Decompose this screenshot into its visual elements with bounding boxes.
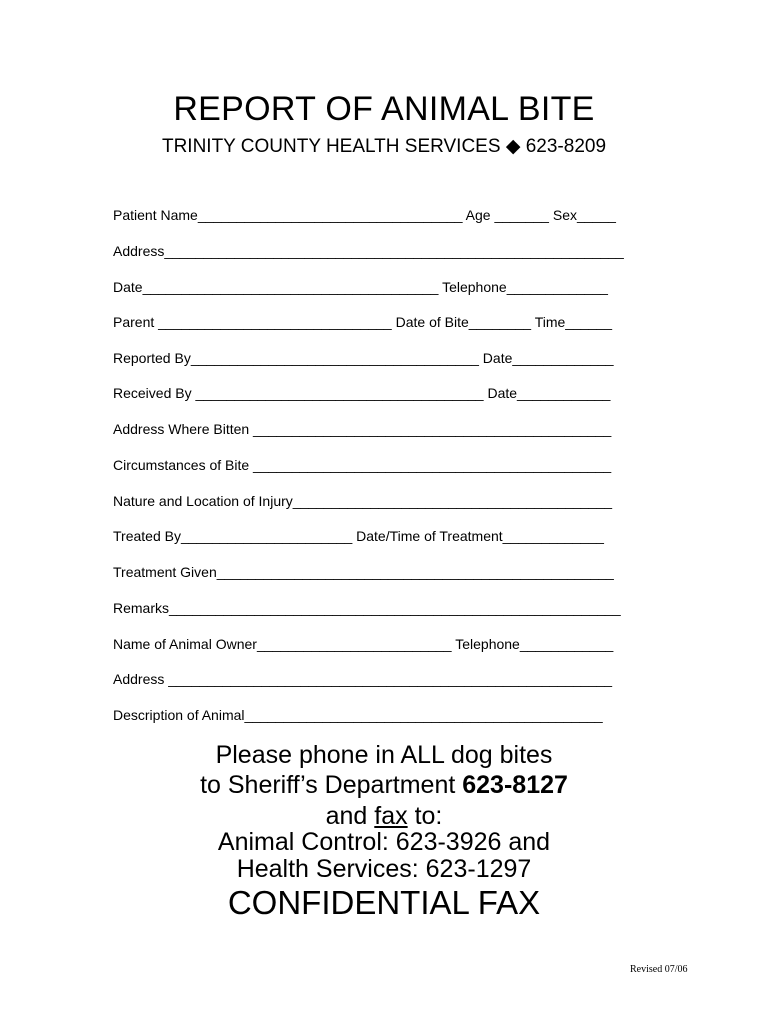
field-remarks[interactable]: Remarks__________________________________________________________: [113, 600, 621, 616]
field-circumstances[interactable]: Circumstances of Bite ______________________________________________: [113, 457, 612, 473]
revision-date: Revised 07/06: [630, 964, 688, 975]
confidential-fax-label: CONFIDENTIAL FAX: [227, 884, 541, 921]
notice-line-3: [0, 802, 768, 831]
diamond-icon: ◆: [505, 136, 521, 157]
field-treated-by[interactable]: Treated By______________________ Date/Time of Treatment_____________: [113, 528, 604, 544]
page-title: REPORT OF ANIMAL BITE: [173, 90, 595, 128]
notice-and: and: [325, 802, 375, 830]
notice-line-4: Animal Control: 623-3926 and: [217, 828, 551, 856]
notice-sheriff-label: to Sheriff’s Department: [200, 771, 463, 799]
sheriff-phone: 623-8127: [462, 771, 568, 799]
notice-to: to:: [407, 802, 443, 830]
field-date[interactable]: Date______________________________________ Telephone_____________: [113, 279, 608, 295]
agency-phone: 623-8209: [525, 136, 607, 157]
field-injury[interactable]: Nature and Location of Injury_________________________________________: [113, 493, 613, 509]
field-owner-address[interactable]: Address _________________________________________________________: [113, 671, 613, 687]
field-patient-name[interactable]: Patient Name__________________________________ Age _______ Sex_____: [113, 207, 616, 223]
field-reported-by[interactable]: Reported By_____________________________________ Date_____________: [113, 350, 614, 366]
field-animal-owner[interactable]: Name of Animal Owner_________________________ Telephone____________: [113, 636, 614, 652]
field-parent[interactable]: Parent ______________________________ Date of Bite________ Time______: [113, 314, 612, 330]
field-received-by[interactable]: Received By _____________________________________ Date____________: [113, 385, 611, 401]
notice-line-1: Please phone in ALL dog bites: [215, 741, 553, 769]
notice-line-2: [0, 771, 768, 800]
field-animal-description[interactable]: Description of Animal______________________________________________: [113, 707, 603, 723]
field-address-where-bitten[interactable]: Address Where Bitten ______________________________________________: [113, 421, 612, 437]
field-treatment-given[interactable]: Treatment Given___________________________________________________: [113, 564, 614, 580]
agency-name: TRINITY COUNTY HEALTH SERVICES: [161, 136, 501, 157]
field-address[interactable]: Address___________________________________________________________: [113, 243, 624, 259]
notice-fax: fax: [374, 802, 408, 830]
notice-line-5: Health Services: 623-1297: [236, 855, 532, 883]
agency-line: [0, 135, 768, 158]
